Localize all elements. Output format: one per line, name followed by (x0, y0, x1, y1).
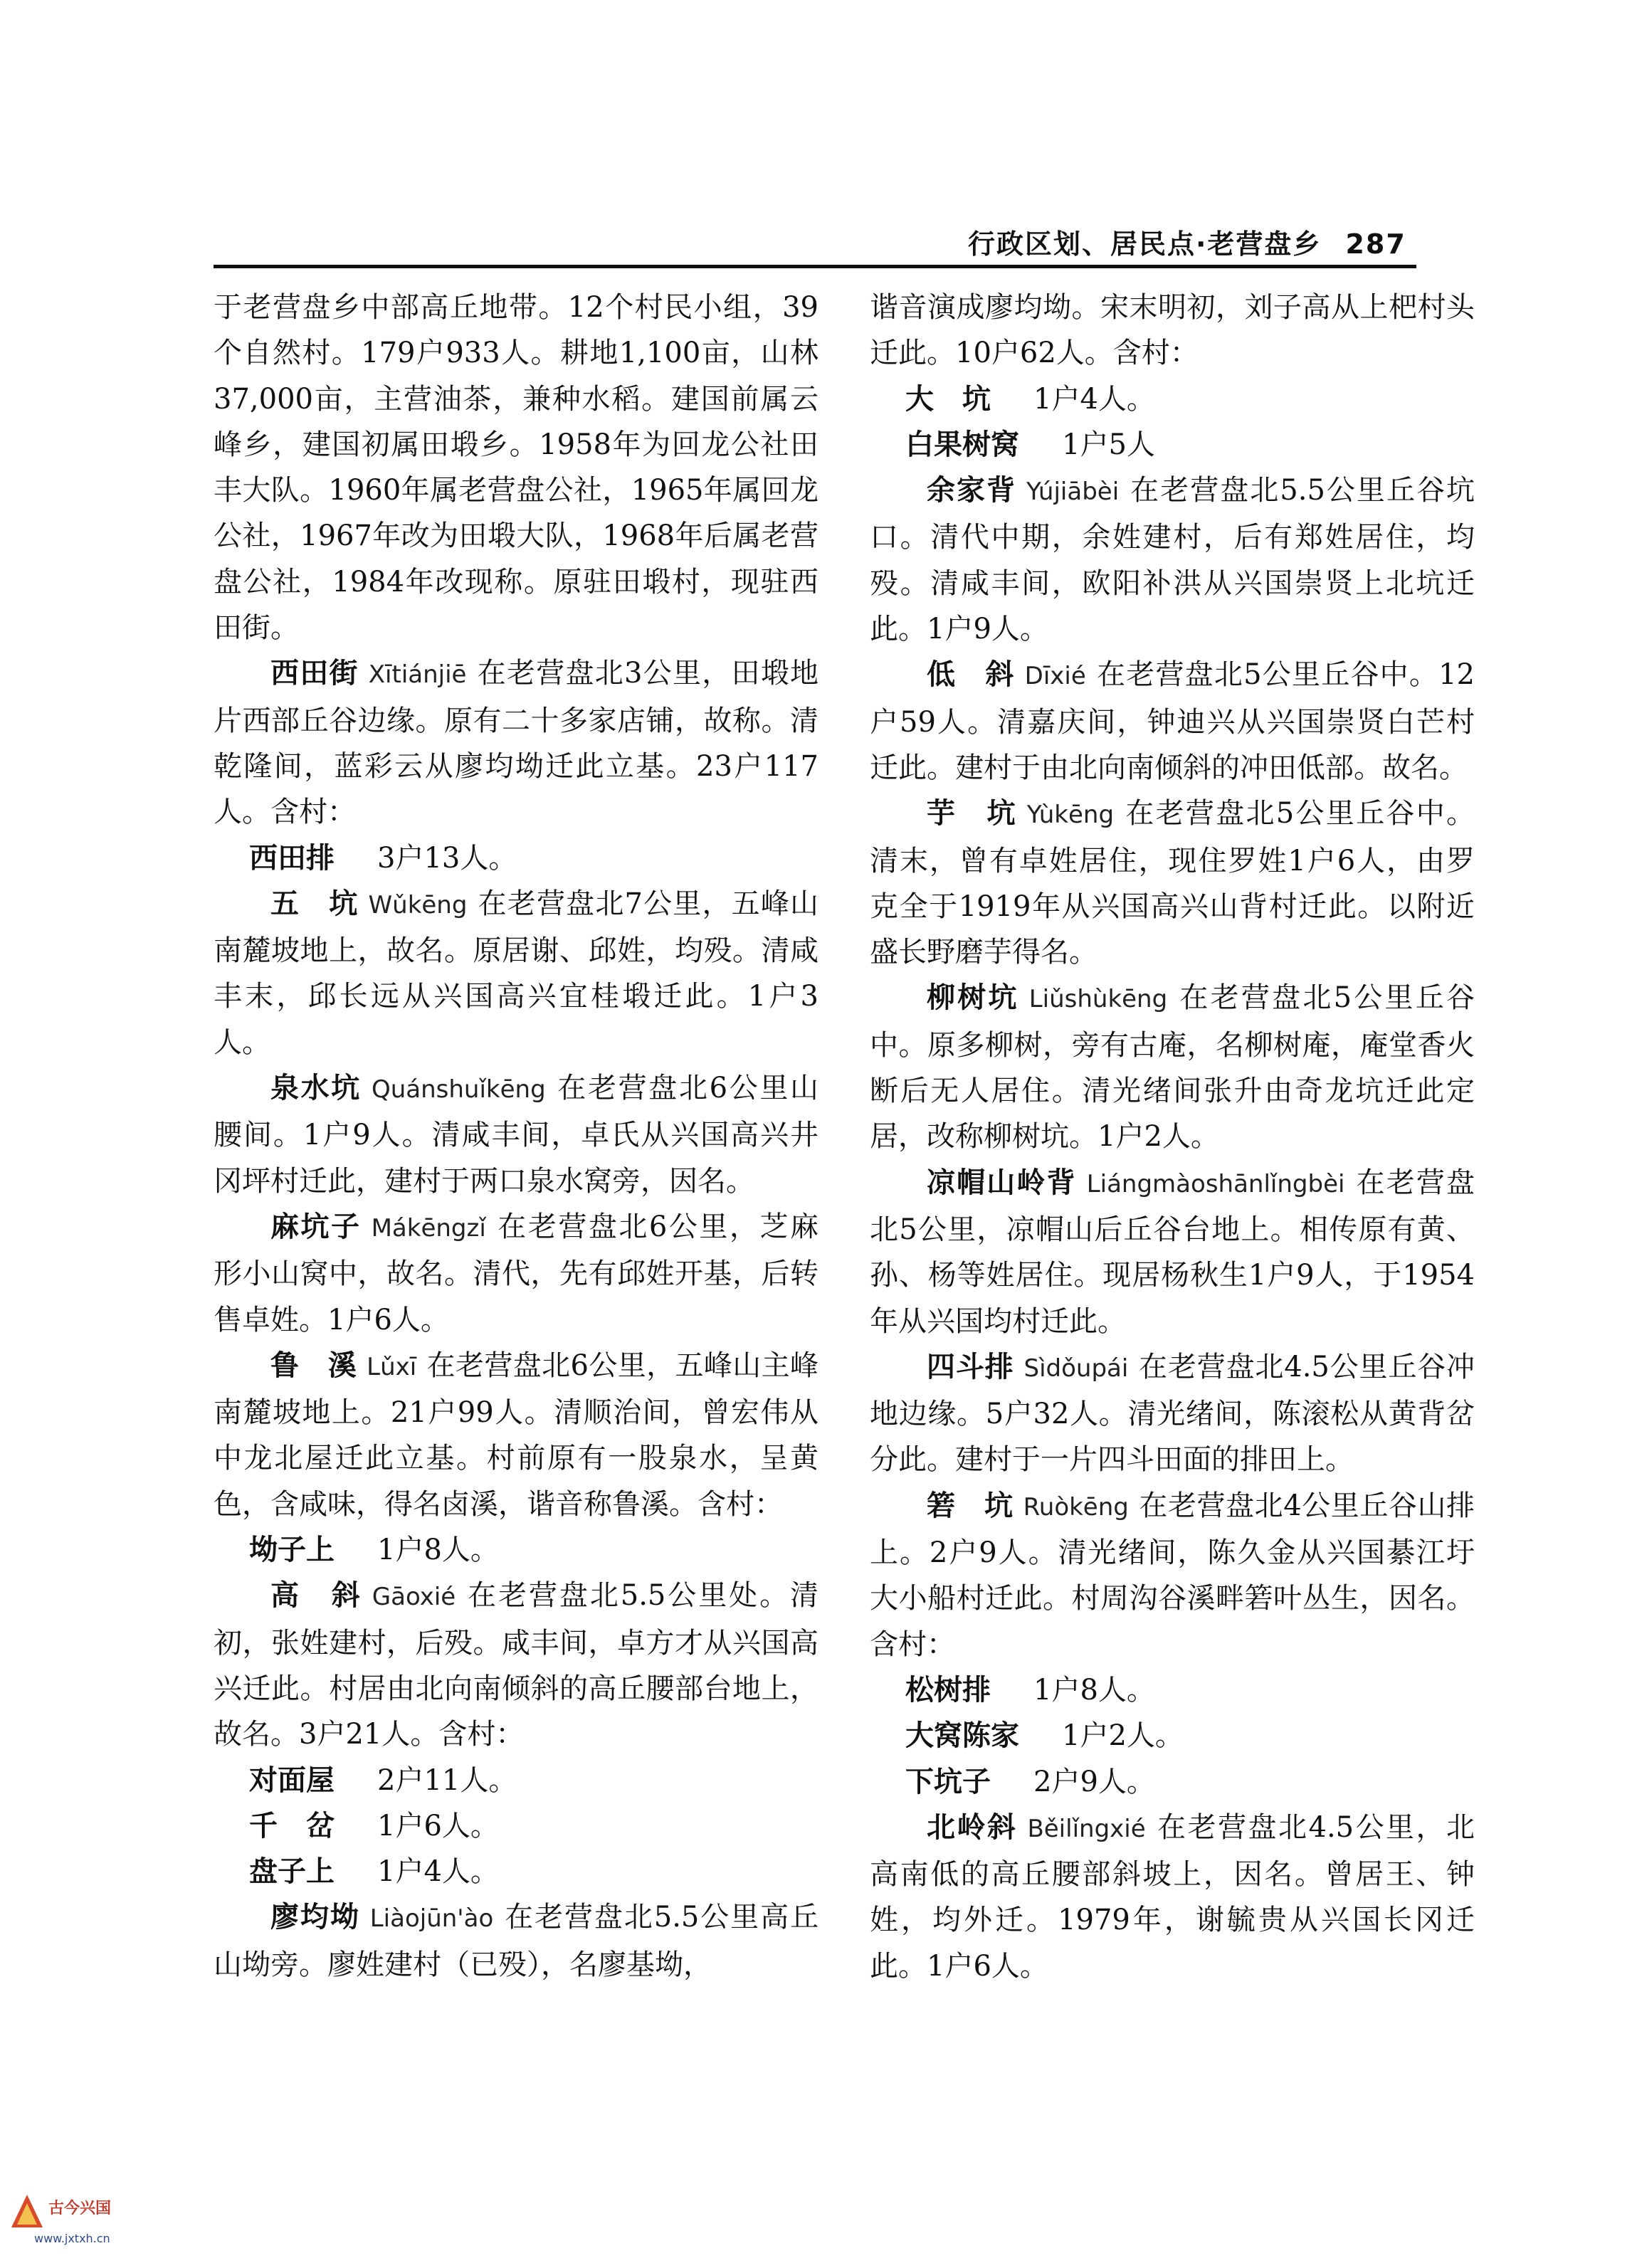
entry-text: 在老营盘北4.5公里丘谷冲地边缘。5户32人。清光绪间，陈滚松从黄背岔分此。建村于一片四斗田面的排田上。 (870, 1350, 1475, 1477)
place-name: 低 斜 (927, 658, 1015, 692)
running-header (968, 222, 1406, 261)
place-name: 大窝陈家 (905, 1719, 1019, 1753)
entry-text: 在老营盘北5公里，凉帽山后丘谷台地上。相传原有黄、孙、杨等姓居住。现居杨秋生1户9人，于1954年从兴国均村迁此。 (870, 1166, 1475, 1338)
entry-text: 在老营盘北6公里，芝麻形小山窝中，故名。清代，先有邱姓开基，后转售卓姓。1户6人。 (214, 1210, 819, 1336)
place-pinyin: Mákēngzǐ (371, 1213, 486, 1243)
sub-village-entry (870, 1759, 1475, 1805)
watermark-logo-icon (6, 2192, 48, 2235)
left-column (214, 285, 818, 1988)
place-entry (870, 1344, 1475, 1483)
place-entry (214, 1204, 818, 1343)
place-name: 西田排 (249, 841, 335, 875)
continued-text (870, 285, 1475, 376)
place-name: 白果树窝 (905, 428, 1019, 461)
sub-village-entry (214, 1803, 818, 1849)
entry-text: 3户13人。 (377, 841, 517, 875)
entry-text: 2户11人。 (377, 1763, 517, 1797)
place-name: 五 坑 (270, 887, 359, 920)
header-rule (214, 265, 1416, 268)
place-entry (214, 881, 818, 1065)
place-name: 高 斜 (270, 1579, 362, 1613)
site-watermark (6, 2192, 155, 2256)
sub-village-entry (870, 1667, 1475, 1713)
place-name: 鲁 溪 (270, 1349, 357, 1382)
sub-village-entry (214, 1527, 818, 1573)
page-number: 287 (1345, 228, 1406, 260)
place-pinyin: Liángmàoshānlǐngbèi (1086, 1169, 1345, 1198)
place-entry (870, 1805, 1475, 1989)
place-pinyin: Ruòkēng (1023, 1492, 1129, 1521)
watermark-name: 古今兴国 (48, 2200, 112, 2217)
place-pinyin: Wǔkēng (368, 890, 468, 919)
place-pinyin: Quánshuǐkēng (371, 1075, 546, 1104)
place-name: 廖均坳 (270, 1901, 360, 1934)
entry-text: 在老营盘北4公里丘谷山排上。2户9人。清光绪间，陈久金从兴国綦江圩大小船村迁此。村周沟谷溪畔箬叶丛生，因名。含村： (870, 1489, 1475, 1661)
entry-text: 在老营盘北5公里丘谷中。原多柳树，旁有古庵，名柳树庵，庵堂香火断后无人居住。清光绪间张升由奇龙坑迁此定居，改称柳树坑。1户2人。 (870, 981, 1475, 1154)
place-entry (214, 1343, 818, 1527)
sub-village-entry (870, 376, 1475, 422)
place-entry (214, 650, 818, 835)
place-name: 柳树坑 (927, 981, 1019, 1015)
place-pinyin: Gāoxié (372, 1583, 456, 1612)
place-pinyin: Běilǐngxié (1027, 1814, 1146, 1843)
place-pinyin: Liàojūn'ào (369, 1904, 494, 1934)
entry-text: 在老营盘北4.5公里，北高南低的高丘腰部斜坡上，因名。曾居王、钟姓，均外迁。1979年，谢毓贵从兴国长冈迁此。1户6人。 (870, 1810, 1475, 1983)
entry-text: 谐音演成廖均坳。宋末明初，刘子高从上杷村头迁此。10户62人。含村： (870, 291, 1475, 370)
place-pinyin: Yújiābèi (1026, 478, 1120, 507)
place-name: 对面屋 (249, 1763, 335, 1797)
entry-text: 在老营盘北7公里，五峰山南麓坡地上，故名。原居谢、邱姓，均殁。清咸丰末，邱长远从兴国高兴宜桂塅迁此。1户3人。 (214, 887, 818, 1059)
entry-text: 1户4人。 (1033, 382, 1155, 416)
sub-village-entry (870, 1713, 1475, 1758)
place-name: 凉帽山岭背 (927, 1166, 1077, 1199)
continued-text (214, 285, 818, 650)
entry-text: 在老营盘北6公里，五峰山主峰南麓坡地上。21户99人。清顺治间，曾宏伟从中龙北屋迁此立基。村前原有一股泉水，呈黄色，含咸味，得名卤溪，谐音称鲁溪。含村： (214, 1349, 819, 1521)
place-name: 余家背 (927, 474, 1017, 507)
place-pinyin: Liǔshùkēng (1028, 985, 1168, 1014)
place-name: 四斗排 (927, 1350, 1014, 1383)
sub-village-entry (214, 1849, 818, 1894)
place-name: 麻坑子 (270, 1210, 362, 1243)
sub-village-entry (870, 422, 1475, 468)
place-entry (870, 791, 1475, 975)
place-name: 箬 坑 (927, 1489, 1014, 1522)
place-name: 松树排 (905, 1673, 991, 1707)
entry-text: 在老营盘北5.5公里高丘山坳旁。廖姓建村（已殁），名廖基坳， (214, 1901, 818, 1981)
entry-text: 在老营盘北5公里丘谷中。12户59人。清嘉庆间，钟迪兴从兴国崇贤白芒村迁此。建村于由北向南倾斜的冲田低部。故名。 (870, 658, 1475, 784)
place-pinyin: Xītiánjiē (368, 660, 467, 690)
right-column (870, 285, 1475, 1989)
entry-text: 于老营盘乡中部高丘地带。12个村民小组，39个自然村。179户933人。耕地1,100亩，山林37,000亩，主营油茶，兼种水稻。建国前属云峰乡，建国初属田塅乡。1958年为回龙公社田丰大队。1960年属老营盘公社，1965年属回龙公社，1967年改为田塅大队，1968年后属老营盘公社，1984年改现称。原驻田塅村，现驻西田街。 (214, 291, 818, 645)
place-entry (870, 652, 1475, 791)
place-name: 北岭斜 (927, 1810, 1018, 1844)
place-name: 西田街 (270, 657, 359, 690)
place-name: 大 坑 (905, 382, 991, 416)
entry-text: 1户8人。 (1033, 1673, 1155, 1707)
place-pinyin: Yùkēng (1026, 801, 1115, 830)
place-name: 盘子上 (249, 1855, 335, 1889)
entry-text: 2户9人。 (1033, 1765, 1155, 1798)
place-pinyin: Lǔxī (367, 1352, 417, 1381)
entry-text: 在老营盘北5.5公里处。清初，张姓建村，后殁。咸丰间，卓方才从兴国高兴迁此。村居由北向南倾斜的高丘腰部台地上，故名。3户21人。含村： (214, 1579, 818, 1751)
entry-text: 在老营盘北5.5公里丘谷坑口。清代中期，余姓建村，后有郑姓居住，均殁。清咸丰间，欧阳补洪从兴国崇贤上北坑迁此。1户9人。 (870, 474, 1475, 646)
entry-text: 1户4人。 (377, 1855, 499, 1889)
entry-text: 1户6人。 (377, 1809, 499, 1842)
place-name: 下坑子 (905, 1765, 991, 1798)
place-pinyin: Dīxié (1024, 662, 1086, 691)
header-title: 行政区划、居民点·老营盘乡 (968, 228, 1322, 260)
place-name: 千 岔 (249, 1809, 335, 1842)
place-entry (870, 1160, 1475, 1344)
entry-text: 1户2人。 (1062, 1719, 1184, 1753)
place-name: 坳子上 (249, 1534, 335, 1567)
entry-text: 在老营盘北3公里，田塅地片西部丘谷边缘。原有二十多家店铺，故称。清乾隆间，蓝彩云从廖均坳迁此立基。23户117人。含村： (214, 657, 818, 829)
watermark-url: www.jxtxh.cn (34, 2232, 110, 2245)
entry-text: 在老营盘北6公里山腰间。1户9人。清咸丰间，卓氏从兴国高兴井冈坪村迁此，建村于两口泉水窝旁，因名。 (214, 1072, 819, 1198)
sub-village-entry (214, 1758, 818, 1803)
place-name: 芋 坑 (927, 797, 1017, 830)
entry-text: 1户8人。 (377, 1534, 499, 1567)
place-entry (870, 1483, 1475, 1667)
entry-text: 在老营盘北5公里丘谷中。清末，曾有卓姓居住，现住罗姓1户6人，由罗克全于1919年从兴国高兴山背村迁此。以附近盛长野磨芋得名。 (870, 797, 1475, 969)
place-name: 泉水坑 (270, 1072, 362, 1105)
place-entry (214, 1573, 818, 1757)
entry-text: 1户5人 (1062, 428, 1155, 461)
place-entry (870, 468, 1475, 652)
sub-village-entry (214, 835, 818, 881)
place-entry (214, 1894, 818, 1988)
place-entry (214, 1065, 818, 1204)
place-entry (870, 975, 1475, 1159)
place-pinyin: Sìdǒupái (1023, 1354, 1129, 1383)
